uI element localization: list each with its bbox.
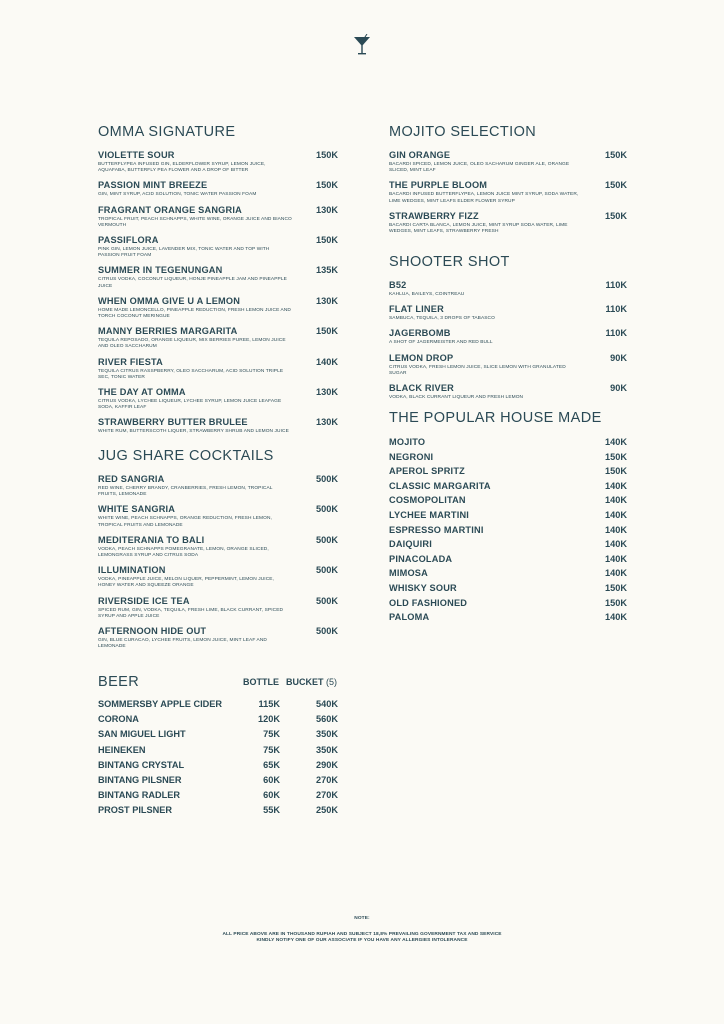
menu-item	[389, 465, 627, 480]
bucket-price: 270K	[316, 790, 338, 801]
item-price: 150K	[316, 180, 338, 191]
menu-item	[98, 265, 338, 289]
item-description: VODKA, PINEAPPLE JUICE, MELON LIQUER, PEPPERMINT, LEMON JUICE, HONEY WATER AND SQUEEZE ORANGE	[98, 577, 274, 589]
item-price: 130K	[316, 295, 338, 306]
beer-row	[98, 774, 338, 789]
shooter-section	[389, 254, 627, 407]
item-price: 150K	[605, 451, 627, 462]
item-name: RIVER FIESTA	[98, 356, 164, 367]
item-description: CITRUS VODKA, FRESH LEMON JUICE, SLICE LEMON WITH GRANULATED SUGAR	[389, 364, 566, 376]
menu-item	[98, 150, 338, 174]
footer-note-label: NOTE:	[354, 916, 370, 921]
bottle-price: 115K	[258, 699, 280, 709]
menu-item	[389, 150, 627, 174]
menu-item	[389, 567, 627, 582]
menu-item	[98, 205, 338, 229]
section-title: BEER	[98, 674, 140, 690]
bottle-price: 75K	[263, 729, 280, 740]
item-price: 140K	[316, 356, 338, 367]
item-description: GIN, MINT SYRUP, ACID SOLUTION, TONIC WATER PASSION FOAM	[98, 192, 257, 198]
item-price: 90K	[610, 383, 627, 394]
jug-share-section	[98, 448, 338, 656]
item-description: BACARDI INFUSED BUTTERFLYPEA, LEMON JUICE MINT SYRUP, SODA WATER, LIME WEDGES, MINT LEAFS ELDER FLOWER SYRUP	[389, 192, 579, 204]
cocktail-glass-icon	[353, 34, 371, 56]
item-price: 500K	[316, 595, 338, 606]
item-price: 135K	[316, 265, 338, 276]
menu-item	[98, 357, 338, 381]
item-description: VODKA, PEACH SCHNAPPS POMEGRANATE, LEMON, ORANGE SLICED, LEMONGRASS SYRUP AND CITRUS SODA	[98, 546, 269, 559]
bucket-column-header	[286, 677, 337, 687]
item-name: RED SANGRIA	[98, 474, 165, 484]
item-name: BLACK RIVER	[389, 383, 454, 394]
bucket-price: 270K	[316, 774, 338, 785]
item-description: WHITE WINE, PEACH SCHNAPPS, ORANGE REDUCTION, FRESH LEMON, TROPICAL FRUITS AND LEMONADE	[98, 516, 272, 528]
bucket-price: 290K	[316, 759, 338, 770]
item-name: STRAWBERRY FIZZ	[389, 210, 479, 221]
bottle-column-header: BOTTLE	[243, 677, 279, 687]
item-description: HOME MADE LEMONCELLO, PINEAPPLE REDUCTION, FRESH LEMON JUICE AND TORCH COCONUT MERINGUE	[98, 307, 291, 320]
beer-row	[98, 713, 338, 728]
item-name: PASSION MINT BREEZE	[98, 180, 208, 191]
item-price: 150K	[605, 466, 627, 477]
footer-tax-note: ALL PRICE ABOVE ARE IN THOUSAND RUPIAH AND SUBJECT 18,8% PREVAILING GOVERNMENT TAX AND SERVICE	[222, 932, 502, 937]
item-name: ESPRESSO MARTINI	[389, 524, 484, 535]
beer-name: CORONA	[98, 714, 139, 725]
beer-row	[98, 728, 338, 743]
mojito-section	[389, 124, 627, 241]
bottle-price: 75K	[263, 744, 280, 755]
item-description: TEQUILA REPOSADO, ORANGE LIQUEUR, MIX BERRIES PUREE, LEMON JUICE AND OLEO SACCHARUM	[98, 338, 286, 350]
section-title: SHOOTER SHOT	[389, 254, 510, 270]
menu-item	[98, 535, 338, 559]
item-price: 140K	[605, 612, 627, 623]
item-name: COSMOPOLITAN	[389, 495, 466, 506]
item-price: 110K	[605, 280, 627, 290]
footer-allergy-note: KINDLY NOTIFY ONE OF OUR ASSOCIATE IF YOU HAVE ANY ALLERGIES INTOLERANCE	[256, 938, 468, 943]
beer-section	[98, 674, 338, 820]
menu-item	[98, 565, 338, 589]
item-name: FRAGRANT ORANGE SANGRIA	[98, 204, 242, 215]
beer-name: PROST PILSNER	[98, 805, 173, 816]
bucket-price: 350K	[316, 744, 338, 755]
item-name: B52	[389, 280, 407, 290]
menu-item	[389, 304, 627, 322]
beer-row	[98, 744, 338, 759]
item-description: A SHOT OF JAGERMEISTER AND RED BULL	[389, 340, 493, 346]
menu-item	[98, 626, 338, 650]
item-name: SUMMER IN TEGENUNGAN	[98, 265, 223, 276]
item-name: STRAWBERRY BUTTER BRULEE	[98, 417, 248, 428]
item-name: OLD FASHIONED	[389, 597, 468, 608]
item-price: 140K	[605, 568, 627, 579]
item-description: GIN, BLUE CURACAO, LYCHEE FRUITS, LEMON JUICE, MINT LEAF AND LEMONADE	[98, 638, 267, 650]
item-price: 140K	[605, 509, 627, 520]
item-price: 130K	[316, 204, 338, 215]
item-price: 150K	[316, 150, 338, 160]
item-name: LYCHEE MARTINI	[389, 509, 470, 520]
item-name: JAGERBOMB	[389, 328, 451, 339]
menu-item	[389, 328, 627, 346]
bottle-price: 120K	[258, 714, 280, 725]
menu-item	[389, 211, 627, 235]
item-name: PINACOLADA	[389, 553, 453, 564]
item-price: 140K	[605, 524, 627, 535]
bucket-price: 540K	[316, 699, 338, 709]
section-title: MOJITO SELECTION	[389, 124, 537, 140]
item-price: 150K	[605, 150, 627, 160]
bottle-price: 60K	[263, 790, 280, 801]
item-description: KAHLUA, BAILEYS, COINTREAU	[389, 292, 465, 297]
item-price: 110K	[605, 328, 627, 339]
item-price: 140K	[605, 539, 627, 550]
section-title: THE POPULAR HOUSE MADE	[389, 410, 602, 426]
item-name: APEROL SPRITZ	[389, 466, 465, 477]
item-description: BACARDI SPICED, LEMON JUICE, OLEO SACHARUM GINGER ALE, ORANGE SLICED, MINT LEAF	[389, 162, 570, 174]
menu-item	[389, 509, 627, 524]
beer-name: BINTANG CRYSTAL	[98, 759, 185, 770]
item-name: MANNY BERRIES MARGARITA	[98, 326, 238, 337]
section-title: JUG SHARE COCKTAILS	[98, 448, 274, 464]
menu-item	[98, 504, 338, 528]
beer-row	[98, 789, 338, 804]
menu-item	[98, 326, 338, 350]
item-price: 110K	[605, 304, 627, 315]
item-description: CITRUS VODKA, COCONUT LIQUEUR, HONJE PINEAPPLE JAM AND PINEAPPLE JUICE	[98, 277, 287, 289]
item-price: 130K	[316, 417, 338, 428]
item-name: ILLUMINATION	[98, 565, 166, 576]
item-name: WHITE SANGRIA	[98, 504, 176, 515]
bottle-price: 55K	[263, 805, 280, 816]
item-price: 150K	[605, 597, 627, 608]
bucket-price: 560K	[316, 714, 338, 725]
item-description: CITRUS VODKA, LYCHEE LIQUEUR, LYCHEE SYRUP, LEMON JUICE LEAFAGE SODA, KAFFIR LEAF	[98, 399, 282, 411]
beer-row	[98, 698, 338, 713]
menu-item	[389, 280, 627, 298]
menu-item	[389, 436, 627, 451]
menu-item	[389, 180, 627, 204]
section-title: OMMA SIGNATURE	[98, 124, 236, 140]
item-name: THE DAY AT OMMA	[98, 387, 186, 398]
item-price: 130K	[316, 387, 338, 398]
omma-signature-section	[98, 124, 338, 442]
beer-name: SAN MIGUEL LIGHT	[98, 729, 186, 740]
item-price: 90K	[610, 352, 627, 363]
item-name: AFTERNOON HIDE OUT	[98, 626, 207, 637]
item-name: GIN ORANGE	[389, 150, 451, 160]
item-price: 150K	[316, 235, 338, 246]
item-price: 500K	[316, 534, 338, 545]
item-price: 500K	[316, 474, 338, 484]
item-price: 150K	[605, 180, 627, 191]
menu-item	[389, 582, 627, 597]
menu-item	[389, 383, 627, 401]
item-price: 140K	[605, 480, 627, 491]
bucket-label: BUCKET	[286, 677, 324, 687]
item-description: TEQUILA CITRUS RASSPBERRY, OLEO SACCHARUM, ACID SOLUTION TRIPLE SEC, TONIC WATER	[98, 368, 284, 380]
item-name: RIVERSIDE ICE TEA	[98, 595, 190, 606]
item-description: SPICED RUM, GIN, VODKA, TEQUILA, FRESH LIME, BLACK CURRANT, SPICED SYRUP AND APPLE JUICE	[98, 607, 284, 619]
bottle-price: 65K	[263, 759, 280, 770]
item-name: THE PURPLE BLOOM	[389, 180, 488, 191]
bucket-price: 250K	[316, 805, 338, 816]
menu-item	[389, 553, 627, 568]
menu-item	[98, 596, 338, 620]
beer-name: SOMMERSBY APPLE CIDER	[98, 699, 223, 709]
menu-item	[389, 353, 627, 377]
item-name: WHEN OMMA GIVE U A LEMON	[98, 295, 241, 306]
item-price: 150K	[316, 326, 338, 337]
beer-row	[98, 759, 338, 774]
item-name: VIOLETTE SOUR	[98, 150, 175, 160]
item-description: TROPICAL FRUIT, PEACH SCHNAPPS, WHITE WINE, ORANGE JUICE AND BIANCO VERMOUTH	[98, 216, 292, 228]
menu-item	[389, 451, 627, 466]
menu-item	[389, 480, 627, 495]
beer-name: HEINEKEN	[98, 744, 146, 755]
menu-item	[389, 524, 627, 539]
item-price: 500K	[316, 565, 338, 576]
item-name: CLASSIC MARGARITA	[389, 480, 491, 491]
bucket-note: (5)	[326, 677, 338, 687]
item-name: WHISKY SOUR	[389, 582, 457, 593]
menu-item	[389, 538, 627, 553]
item-price: 150K	[605, 210, 627, 221]
item-name: MOJITO	[389, 437, 426, 447]
beer-name: BINTANG RADLER	[98, 790, 181, 801]
item-name: NEGRONI	[389, 451, 434, 462]
menu-item	[389, 494, 627, 509]
beer-row	[98, 804, 338, 819]
item-price: 500K	[316, 626, 338, 637]
menu-item	[389, 597, 627, 612]
menu-item	[98, 417, 338, 435]
item-description: BUTTERFLYPEA INFUSED GIN, ELDERFLOWER SYRUP, LEMON JUICE, AQUAFABA, BUTTERFLY PEA FLOWER AND A DROP OF BITTER	[98, 162, 266, 174]
item-name: MEDITERANIA TO BALI	[98, 534, 205, 545]
menu-item	[98, 180, 338, 198]
item-price: 140K	[605, 553, 627, 564]
menu-item	[98, 387, 338, 411]
menu-item	[389, 611, 627, 626]
item-name: FLAT LINER	[389, 304, 444, 315]
item-name: MIMOSA	[389, 568, 428, 579]
item-name: PALOMA	[389, 612, 430, 623]
item-description: RED WINE, CHERRY BRANDY, CRANBERRIES, FRESH LEMON, TROPICAL FRUITS, LEMONADE	[98, 486, 273, 498]
menu-item	[98, 474, 338, 498]
bottle-price: 60K	[263, 774, 280, 785]
item-description: VODKA, BLACK CURRANT LIQUEUR AND FRESH LEMON	[389, 395, 524, 401]
item-price: 140K	[605, 437, 627, 447]
item-price: 150K	[605, 582, 627, 593]
menu-item	[98, 296, 338, 320]
item-price: 500K	[316, 504, 338, 515]
item-description: BACARDI CARTA BLANCA, LEMON JUICE, MINT SYRUP SODA WATER, LIME WEDGES, MINT LEAFS, STRAWBERRY FRESH	[389, 222, 568, 235]
item-description: PINK GIN, LEMON JUICE, LAVENDER MIX, TONIC WATER AND TOP WITH PASSION FRUIT FOAM	[98, 247, 270, 259]
item-name: LEMON DROP	[389, 352, 454, 363]
beer-name: BINTANG PILSNER	[98, 774, 182, 785]
item-name: PASSIFLORA	[98, 235, 159, 246]
item-description: WHITE RUM, BUTTERSCOTH LIQUER, STRAWBERRY SHRUB AND LEMON JUICE	[98, 429, 289, 435]
house-made-section	[389, 410, 627, 626]
bucket-price: 350K	[316, 729, 338, 740]
menu-item	[98, 235, 338, 259]
item-description: SAMBUCA, TEQUILA, 3 DROPS OF TABASCO	[389, 316, 495, 322]
item-price: 140K	[605, 495, 627, 506]
item-name: DAIQUIRI	[389, 539, 432, 550]
